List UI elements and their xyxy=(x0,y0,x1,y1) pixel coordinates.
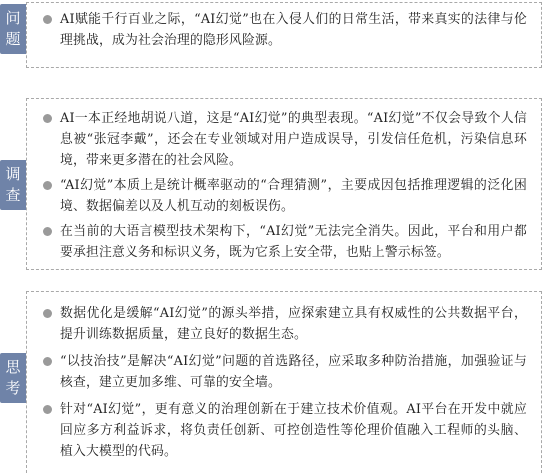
tab-label-char: 问 xyxy=(5,9,21,27)
list-item xyxy=(27,175,541,217)
bullet-icon xyxy=(43,114,52,123)
list-item xyxy=(27,221,541,263)
list-item xyxy=(27,399,541,462)
tab-label-char: 调 xyxy=(5,165,21,183)
tab-question xyxy=(0,4,26,54)
tab-label-char: 思 xyxy=(5,358,21,376)
tab-label-char: 查 xyxy=(5,186,21,204)
bullet-icon xyxy=(43,15,52,24)
tab-label-char: 考 xyxy=(5,379,21,397)
item-text: 数据优化是缓解“AI幻觉”的源头举措，应探索建立具有权威性的公共数据平台，提升训练数据质量，建立良好的数据生态。 xyxy=(60,306,527,342)
item-text: AI赋能千行百业之际，“AI幻觉”也在入侵人们的日常生活，带来真实的法律与伦理挑战，成为社会治理的隐形风险源。 xyxy=(60,12,527,48)
bullet-icon xyxy=(43,405,52,414)
tab-thinking xyxy=(0,353,26,403)
list-item xyxy=(27,108,541,171)
item-text: “AI幻觉”本质上是统计概率驱动的“合理猜测”，主要成因包括推理逻辑的泛化困境、数据偏差以及人机互动的刻板误伤。 xyxy=(60,178,527,214)
thinking-section xyxy=(26,291,542,473)
bullet-icon xyxy=(43,357,52,366)
item-text: 针对“AI幻觉”，更有意义的治理创新在于建立技术价值观。AI平台在开发中就应回应多方利益诉求，将负责任创新、可控创造性等伦理价值融入工程师的头脑、植入大模型的代码。 xyxy=(60,402,527,459)
bullet-icon xyxy=(43,309,52,318)
item-text: AI一本正经地胡说八道，这是“AI幻觉”的典型表现。“AI幻觉”不仅会导致个人信息被“张冠李戴”，还会在专业领域对用户造成误导，引发信任危机，污染信息环境，带来更多潜在的社会风险。 xyxy=(60,111,527,168)
bullet-icon xyxy=(43,181,52,190)
investigation-section xyxy=(26,98,542,270)
tab-label-char: 题 xyxy=(5,30,21,48)
tab-investigation xyxy=(0,160,26,210)
list-item xyxy=(27,351,541,393)
item-text: 在当前的大语言模型技术架构下，“AI幻觉”无法完全消失。因此，平台和用户都要承担注意义务和标识义务，既为它系上安全带，也贴上警示标签。 xyxy=(60,224,527,260)
item-text: “以技治技”是解决“AI幻觉”问题的首选路径，应采取多种防治措施，加强验证与核查，建立更加多维、可靠的安全墙。 xyxy=(60,354,527,390)
bullet-icon xyxy=(43,227,52,236)
list-item xyxy=(27,303,541,345)
list-item xyxy=(27,9,541,51)
question-section xyxy=(26,2,542,68)
